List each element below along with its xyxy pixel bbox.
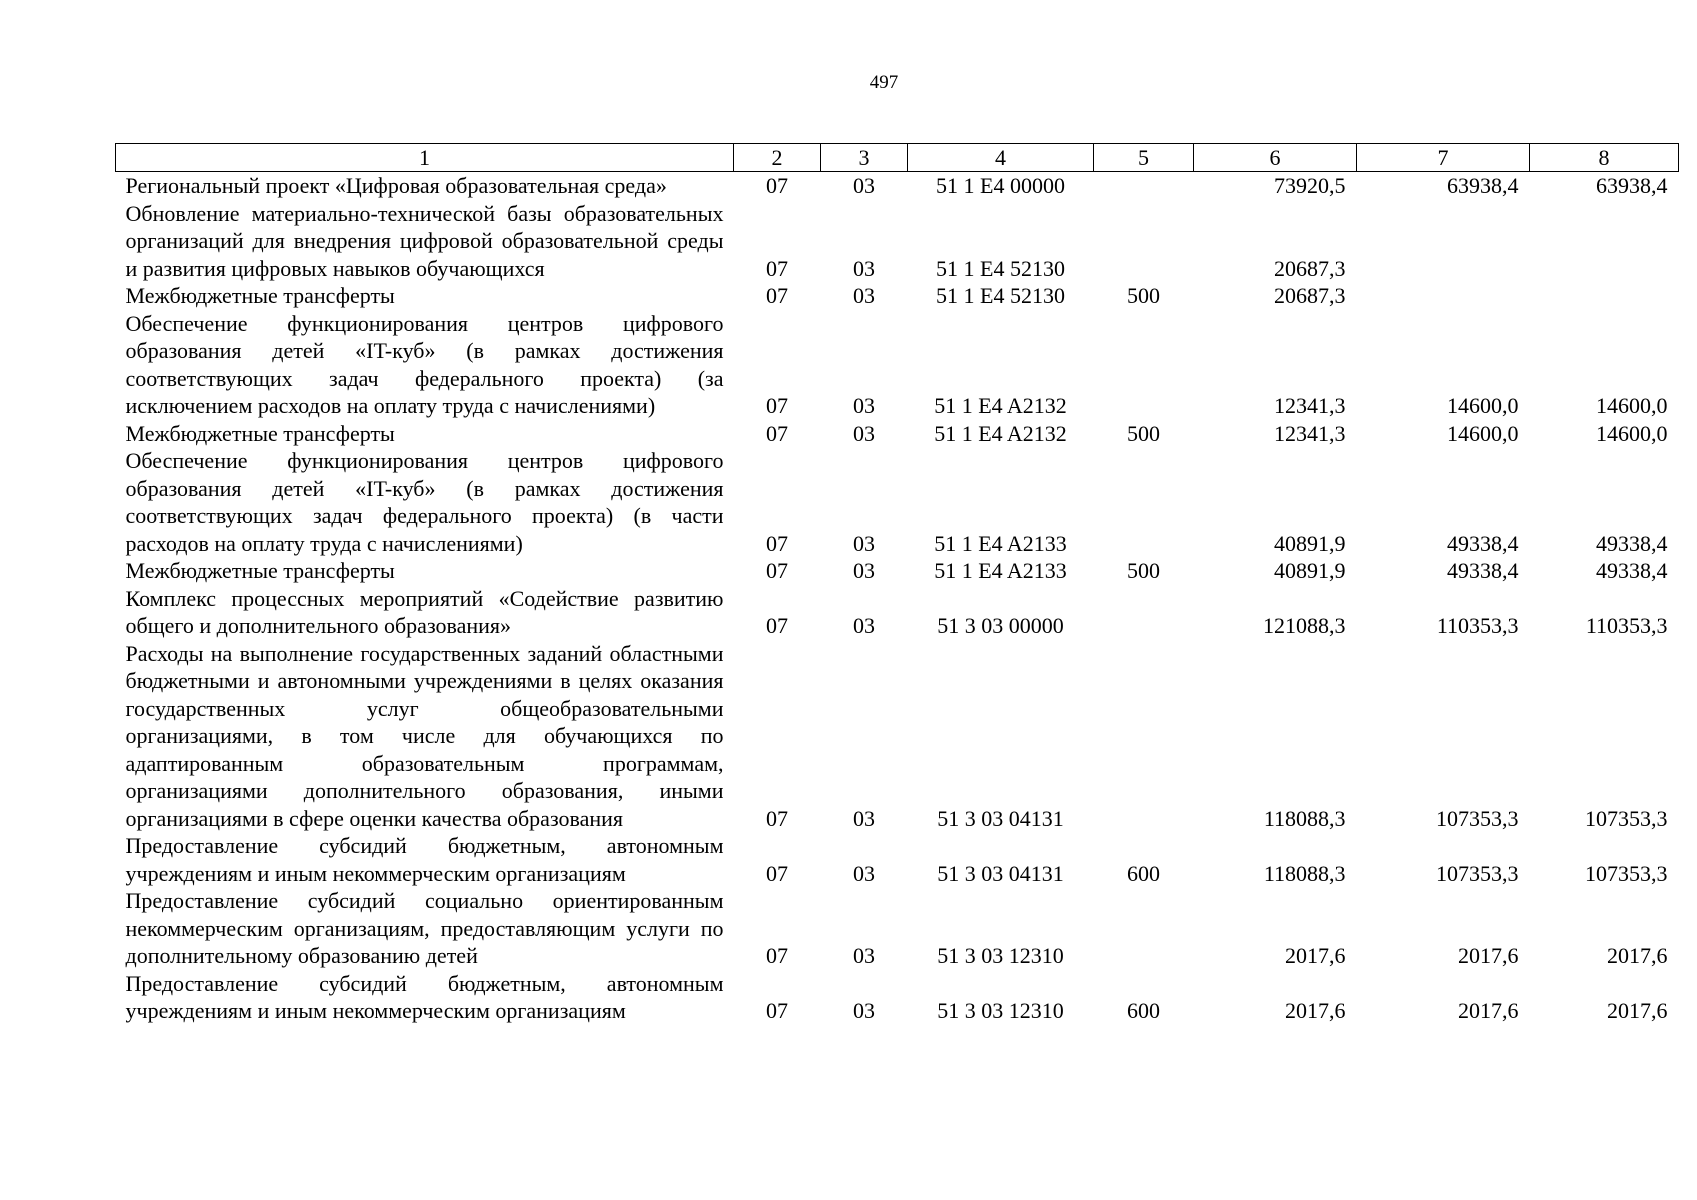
budget-table — [115, 143, 1679, 1025]
row-amount-col7: 63938,4 — [1447, 173, 1519, 198]
row-target-article: 51 1 E4 A2132 — [934, 393, 1067, 418]
table-row — [116, 310, 1679, 420]
row-amount-col6: 20687,3 — [1274, 255, 1346, 281]
row-amount-col7: 49338,4 — [1447, 558, 1519, 583]
row-section: 07 — [766, 613, 788, 638]
row-amount-col6: 12341,3 — [1274, 420, 1346, 446]
row-amount-col8: 2017,6 — [1607, 998, 1668, 1023]
row-amount-col6: 73920,5 — [1274, 173, 1346, 198]
row-target-article: 51 3 03 12310 — [937, 998, 1064, 1023]
row-target-article: 51 3 03 04131 — [937, 805, 1064, 831]
row-section: 07 — [766, 558, 788, 583]
row-amount-col7: 14600,0 — [1447, 420, 1519, 446]
row-subsection: 03 — [853, 283, 875, 308]
row-section: 07 — [766, 173, 788, 198]
row-name: Межбюджетные трансферты — [125, 420, 395, 446]
row-name: Обеспечение функционирования центров цифрового образования детей «IT-куб» (в рамках достижения соответствующих задач федерального проекта) (за исключением расходов на оплату труда с начислениями) — [125, 310, 724, 418]
row-expense-type: 500 — [1127, 283, 1160, 308]
table-row — [116, 447, 1679, 557]
row-amount-col8: 107353,3 — [1585, 805, 1668, 831]
row-target-article: 51 1 E4 00000 — [936, 173, 1065, 198]
row-expense-type — [1094, 310, 1194, 420]
header-col-4: 4 — [908, 144, 1094, 172]
row-amount-col6: 2017,6 — [1285, 943, 1346, 968]
row-section: 07 — [766, 805, 788, 831]
row-name: Предоставление субсидий бюджетным, автономным учреждениям и иным некоммерческим организациям — [125, 970, 724, 1023]
row-amount-col6: 20687,3 — [1274, 283, 1346, 308]
row-name: Региональный проект «Цифровая образовательная среда» — [125, 173, 667, 198]
row-amount-col7: 107353,3 — [1436, 805, 1519, 831]
row-expense-type — [1094, 887, 1194, 970]
row-amount-col6: 12341,3 — [1274, 393, 1346, 418]
row-name: Комплекс процессных мероприятий «Содействие развитию общего и дополнительного образования» — [125, 585, 724, 638]
row-subsection: 03 — [853, 255, 875, 281]
row-name: Предоставление субсидий бюджетным, автономным учреждениям и иным некоммерческим организациям — [125, 833, 724, 886]
header-row — [116, 144, 1679, 172]
row-subsection: 03 — [853, 530, 875, 556]
row-target-article: 51 1 E4 A2132 — [934, 420, 1067, 446]
row-expense-type — [1094, 447, 1194, 557]
row-amount-col7 — [1357, 282, 1530, 310]
row-amount-col8: 49338,4 — [1596, 530, 1668, 556]
page-number: 497 — [869, 72, 899, 93]
row-amount-col8: 2017,6 — [1607, 943, 1668, 968]
header-col-8: 8 — [1530, 144, 1679, 172]
row-expense-type: 500 — [1127, 420, 1160, 446]
row-amount-col7: 2017,6 — [1458, 998, 1519, 1023]
row-name: Межбюджетные трансферты — [125, 558, 395, 583]
row-subsection: 03 — [853, 173, 875, 198]
row-target-article: 51 1 E4 52130 — [936, 255, 1065, 281]
row-name: Обеспечение функционирования центров цифрового образования детей «IT-куб» (в рамках достижения соответствующих задач федерального проекта) (в части расходов на оплату труда с начислениями) — [125, 448, 724, 556]
row-target-article: 51 1 E4 52130 — [936, 283, 1065, 308]
table-row — [116, 557, 1679, 585]
header-col-5: 5 — [1094, 144, 1194, 172]
header-col-2: 2 — [734, 144, 821, 172]
row-subsection: 03 — [853, 860, 875, 886]
row-section: 07 — [766, 530, 788, 556]
row-amount-col8: 107353,3 — [1585, 860, 1668, 886]
row-target-article: 51 1 E4 A2133 — [934, 558, 1067, 583]
row-target-article: 51 3 03 12310 — [937, 943, 1064, 968]
row-amount-col8: 49338,4 — [1596, 558, 1668, 583]
header-col-6: 6 — [1194, 144, 1357, 172]
row-amount-col6: 40891,9 — [1274, 558, 1346, 583]
row-section: 07 — [766, 393, 788, 418]
row-amount-col6: 118088,3 — [1263, 860, 1346, 886]
table-row — [116, 832, 1679, 887]
row-amount-col7: 110353,3 — [1436, 613, 1519, 638]
row-expense-type: 500 — [1127, 558, 1160, 583]
table-row — [116, 200, 1679, 283]
row-amount-col8: 63938,4 — [1596, 173, 1668, 198]
row-amount-col7 — [1357, 200, 1530, 283]
row-expense-type — [1094, 172, 1194, 200]
row-section: 07 — [766, 255, 788, 281]
row-expense-type — [1094, 640, 1194, 833]
row-section: 07 — [766, 283, 788, 308]
row-amount-col8 — [1530, 200, 1679, 283]
row-expense-type: 600 — [1127, 998, 1160, 1023]
row-target-article: 51 3 03 00000 — [937, 613, 1064, 638]
row-subsection: 03 — [853, 613, 875, 638]
row-name: Межбюджетные трансферты — [125, 283, 395, 308]
row-amount-col8 — [1530, 282, 1679, 310]
row-section: 07 — [766, 860, 788, 886]
row-name: Предоставление субсидий социально ориентированным некоммерческим организациям, предоставляющим услуги по дополнительному образованию детей — [125, 888, 724, 968]
row-expense-type: 600 — [1127, 860, 1160, 886]
row-amount-col7: 2017,6 — [1458, 943, 1519, 968]
row-subsection: 03 — [853, 558, 875, 583]
row-subsection: 03 — [853, 393, 875, 418]
row-amount-col6: 118088,3 — [1263, 805, 1346, 831]
table-row — [116, 172, 1679, 200]
row-amount-col6: 40891,9 — [1274, 530, 1346, 556]
row-amount-col7: 14600,0 — [1447, 393, 1519, 418]
table-row — [116, 420, 1679, 448]
row-target-article: 51 3 03 04131 — [937, 860, 1064, 886]
row-amount-col7: 49338,4 — [1447, 530, 1519, 556]
row-expense-type — [1094, 585, 1194, 640]
table-row — [116, 640, 1679, 833]
row-section: 07 — [766, 998, 788, 1023]
row-subsection: 03 — [853, 998, 875, 1023]
row-name: Расходы на выполнение государственных заданий областными бюджетными и автономными учреждениями в целях оказания государственных услуг общеобразовательными организациями, в том числе для обучающихся по адаптированным образовательным программам, организациями дополнительного образования, иными организациями в сфере оценки качества образования — [125, 640, 724, 831]
row-amount-col7: 107353,3 — [1436, 860, 1519, 886]
table-row — [116, 970, 1679, 1025]
row-name: Обновление материально-технической базы образовательных организаций для внедрения цифровой образовательной среды и развития цифровых навыков обучающихся — [125, 200, 724, 281]
table-row — [116, 887, 1679, 970]
row-subsection: 03 — [853, 943, 875, 968]
header-col-1: 1 — [116, 144, 734, 172]
table-row — [116, 282, 1679, 310]
row-target-article: 51 1 E4 A2133 — [934, 530, 1067, 556]
row-subsection: 03 — [853, 420, 875, 446]
header-col-7: 7 — [1357, 144, 1530, 172]
row-subsection: 03 — [853, 805, 875, 831]
row-amount-col8: 110353,3 — [1585, 613, 1668, 638]
row-expense-type — [1094, 200, 1194, 283]
table-row — [116, 585, 1679, 640]
row-amount-col8: 14600,0 — [1596, 393, 1668, 418]
row-section: 07 — [766, 420, 788, 446]
row-amount-col6: 2017,6 — [1285, 998, 1346, 1023]
row-section: 07 — [766, 943, 788, 968]
row-amount-col6: 121088,3 — [1263, 613, 1346, 638]
row-amount-col8: 14600,0 — [1596, 420, 1668, 446]
header-col-3: 3 — [821, 144, 908, 172]
